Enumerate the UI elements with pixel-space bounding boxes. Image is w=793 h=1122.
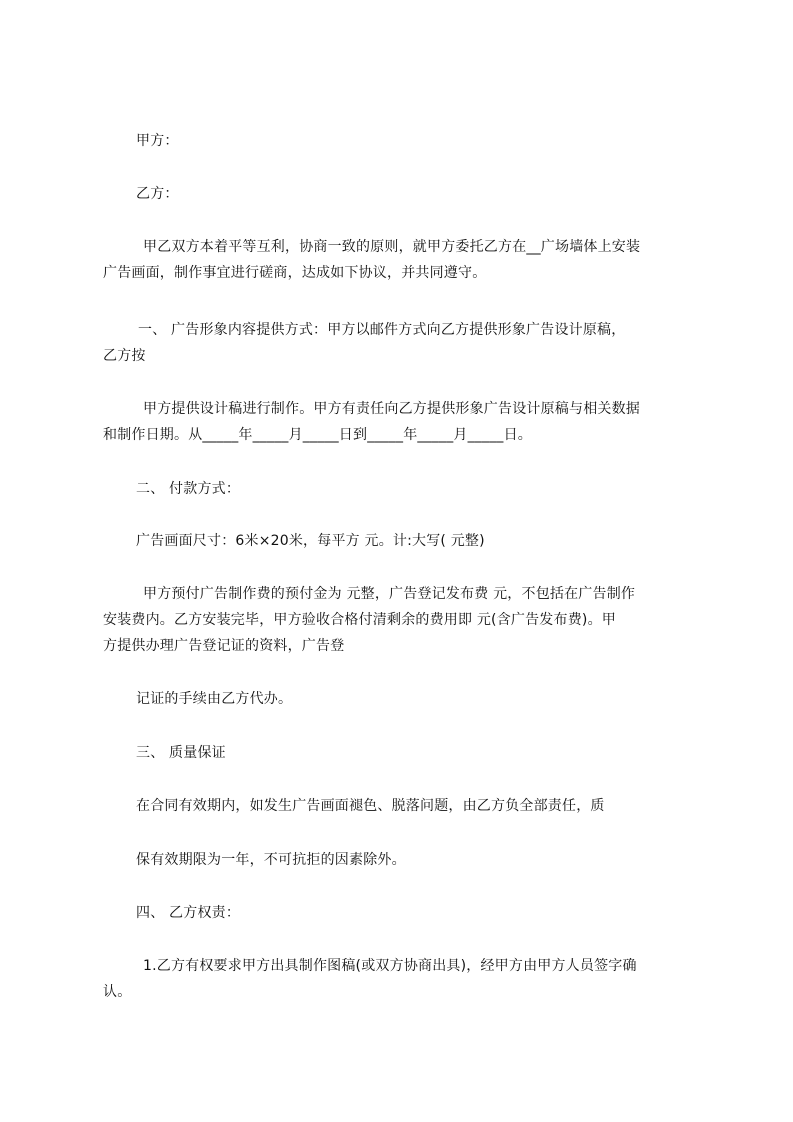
item-1-line-1: 1.乙方有权要求甲方出具制作图稿(或双方协商出具)，经甲方由甲方人员签字确 [143, 958, 637, 974]
section-1-paragraph-2-line-2: 和制作日期。从_____年_____月_____日到_____年_____月_____日。 [103, 427, 532, 443]
item-1-line-2: 认。 [103, 984, 132, 1000]
intro-paragraph-line-2: 广告画面，制作事宜进行磋商，达成如下协议，并共同遵守。 [103, 265, 487, 281]
section-4-title: 四、 乙方权责： [136, 905, 241, 921]
payment-line-1: 甲方预付广告制作费的预付金为 元整，广告登记发布费 元，不包括在广告制作 [143, 586, 636, 602]
payment-line-2: 安装费内。乙方安装完毕，甲方验收合格付清剩余的费用即 元(含广告发布费)。甲 [103, 612, 616, 628]
party-b-label: 乙方： [136, 186, 179, 202]
section-1-paragraph-2-line-1: 甲方提供设计稿进行制作。甲方有责任向乙方提供形象广告设计原稿与相关数据 [143, 401, 640, 417]
section-1-line-1: 一、 广告形象内容提供方式：甲方以邮件方式向乙方提供形象广告设计原稿， [138, 322, 626, 338]
party-a-label: 甲方： [136, 133, 179, 149]
quality-line-1: 在合同有效期内，如发生广告画面褪色、脱落问题，由乙方负全部责任，质 [136, 798, 605, 814]
payment-line-3: 方提供办理广告登记证的资料，广告登 [103, 638, 345, 654]
quality-line-2: 保有效期限为一年，不可抗拒的因素除外。 [136, 852, 406, 868]
registration-line: 记证的手续由乙方代办。 [136, 691, 293, 707]
section-3-title: 三、 质量保证 [136, 745, 226, 761]
section-2-title: 二、 付款方式： [136, 481, 241, 497]
ad-size-line: 广告画面尺寸：6米×20米，每平方 元。计:大写( 元整) [136, 533, 485, 549]
intro-paragraph-line-1: 甲乙双方本着平等互利，协商一致的原则，就甲方委托乙方在__广场墙体上安装 [143, 239, 641, 255]
section-1-line-2: 乙方按 [103, 348, 146, 364]
